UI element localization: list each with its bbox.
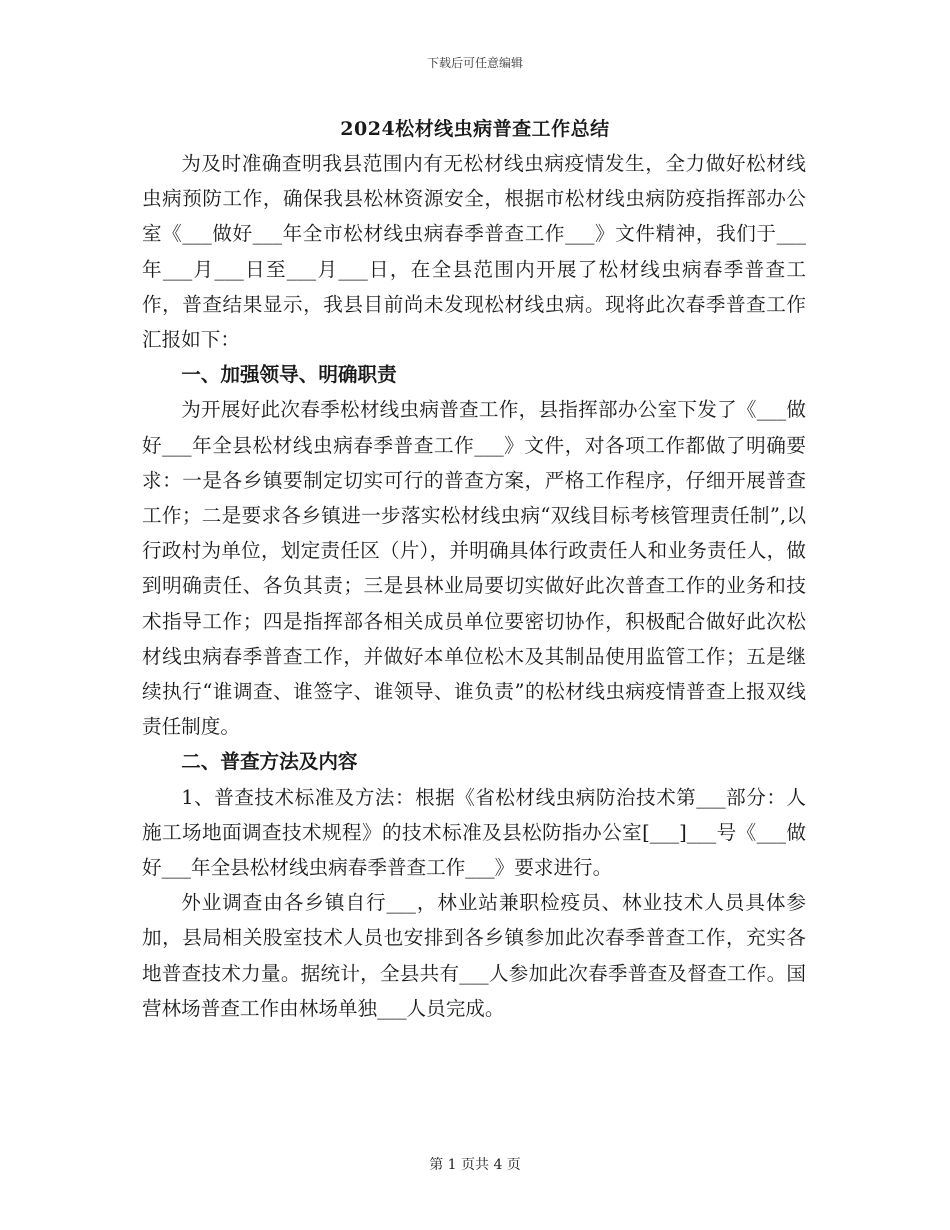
section-1-paragraph: 为开展好此次春季松材线虫病普查工作，县指挥部办公室下发了《___做好___年全县松材线虫病春季普查工作___》文件，对各项工作都做了明确要求：一是各乡镇要制定切实可行的普查方案，严格工作程序，仔细开展普查工作；二是要求各乡镇进一步落实松材线虫病“双线目标考核管理责任制”,以行政村为单位，划定责任区（片），并明确具体行政责任人和业务责任人，做到明确责任、各负其责；三是县林业局要切实做好此次普查工作的业务和技术指导工作；四是指挥部各相关成员单位要密切协作，积极配合做好此次松材线虫病春季普查工作，并做好本单位松木及其制品使用监管工作；五是继续执行“谁调查、谁签字、谁领导、谁负责”的松材线虫病疫情普查上报双线责任制度。 xyxy=(142,398,806,739)
section-2-paragraph-1: 1、普查技术标准及方法：根据《省松材线虫病防治技术第___部分：人施工场地面调查技术规程》的技术标准及县松防指办公室[___]___号《___做好___年全县松材线虫病春季普查工作___》要求进行。 xyxy=(142,785,806,880)
intro-paragraph: 为及时准确查明我县范围内有无松材线虫病疫情发生，全力做好松材线虫病预防工作，确保我县松林资源安全，根据市松材线虫病防疫指挥部办公室《___做好___年全市松材线虫病春季普查工作___》文件精神，我们于___年___月___日至___月___日，在全县范围内开展了松材线虫病春季普查工作，普查结果显示，我县目前尚未发现松材线虫病。现将此次春季普查工作汇报如下： xyxy=(142,152,806,352)
section-1-heading: 一、加强领导、明确职责 xyxy=(181,363,397,387)
page-header-note: 下载后可任意编辑 xyxy=(426,56,523,70)
page-number: 第 1 页共 4 页 xyxy=(429,1157,521,1173)
section-2-paragraph-2: 外业调查由各乡镇自行___，林业站兼职检疫员、林业技术人员具体参加，县局相关股室技术人员也安排到各乡镇参加此次春季普查工作，充实各地普查技术力量。据统计，全县共有___人参加此次春季普查及督查工作。国营林场普查工作由林场单独___人员完成。 xyxy=(142,891,806,1020)
document-title: 2024松材线虫病普查工作总结 xyxy=(340,118,610,140)
document-body xyxy=(142,146,806,1026)
section-2-heading: 二、普查方法及内容 xyxy=(181,750,358,774)
